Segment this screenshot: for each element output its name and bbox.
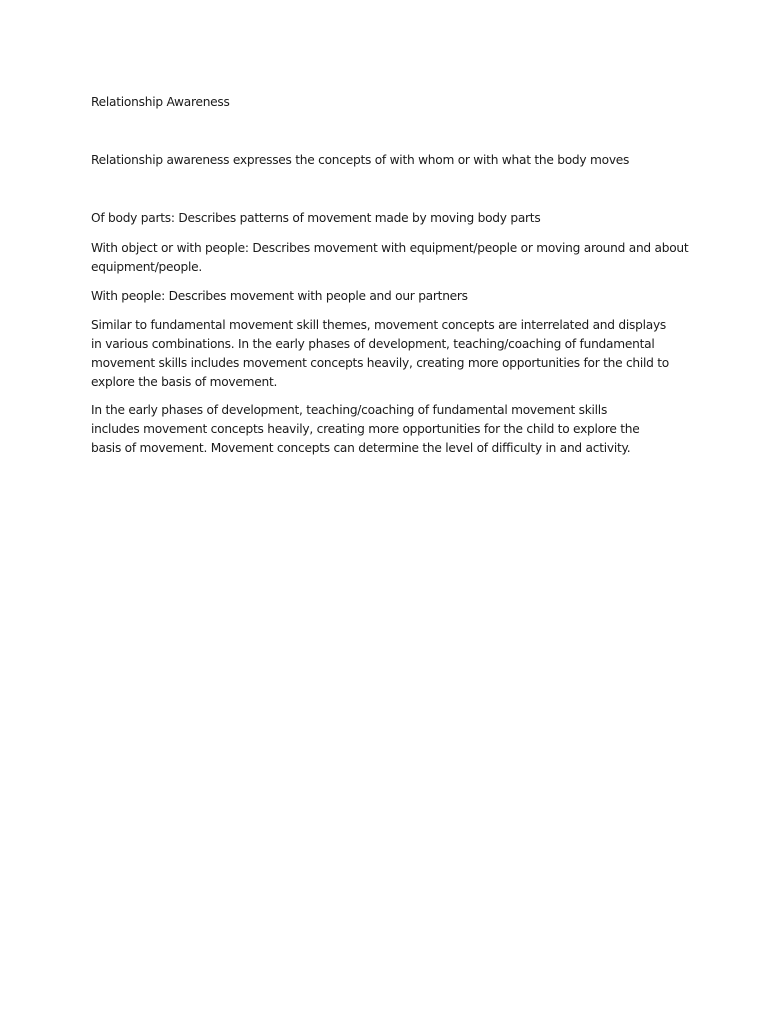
paragraph-object-people: With object or with people: Describes movement with equipment/people or moving around and about equipment/people. [91,241,689,274]
intro-paragraph: Relationship awareness expresses the concepts of with whom or with what the body moves [91,153,630,167]
paragraph-body-parts: Of body parts: Describes patterns of movement made by moving body parts [91,211,541,225]
paragraph-early-phases: In the early phases of development, teaching/coaching of fundamental movement skills includes movement concepts heavily, creating more opportunities for the child to explore the basis of movement. Movement concepts can determine the level of difficulty in and activity. [91,403,640,455]
paragraph-with-people: With people: Describes movement with people and our partners [91,289,468,303]
paragraph-similar: Similar to fundamental movement skill themes, movement concepts are interrelated and displays in various combinations. In the early phases of development, teaching/coaching of fundamental movement skills includes movement concepts heavily, creating more opportunities for the child to explore the basis of movement. [91,318,669,389]
document-title: Relationship Awareness [91,95,230,109]
